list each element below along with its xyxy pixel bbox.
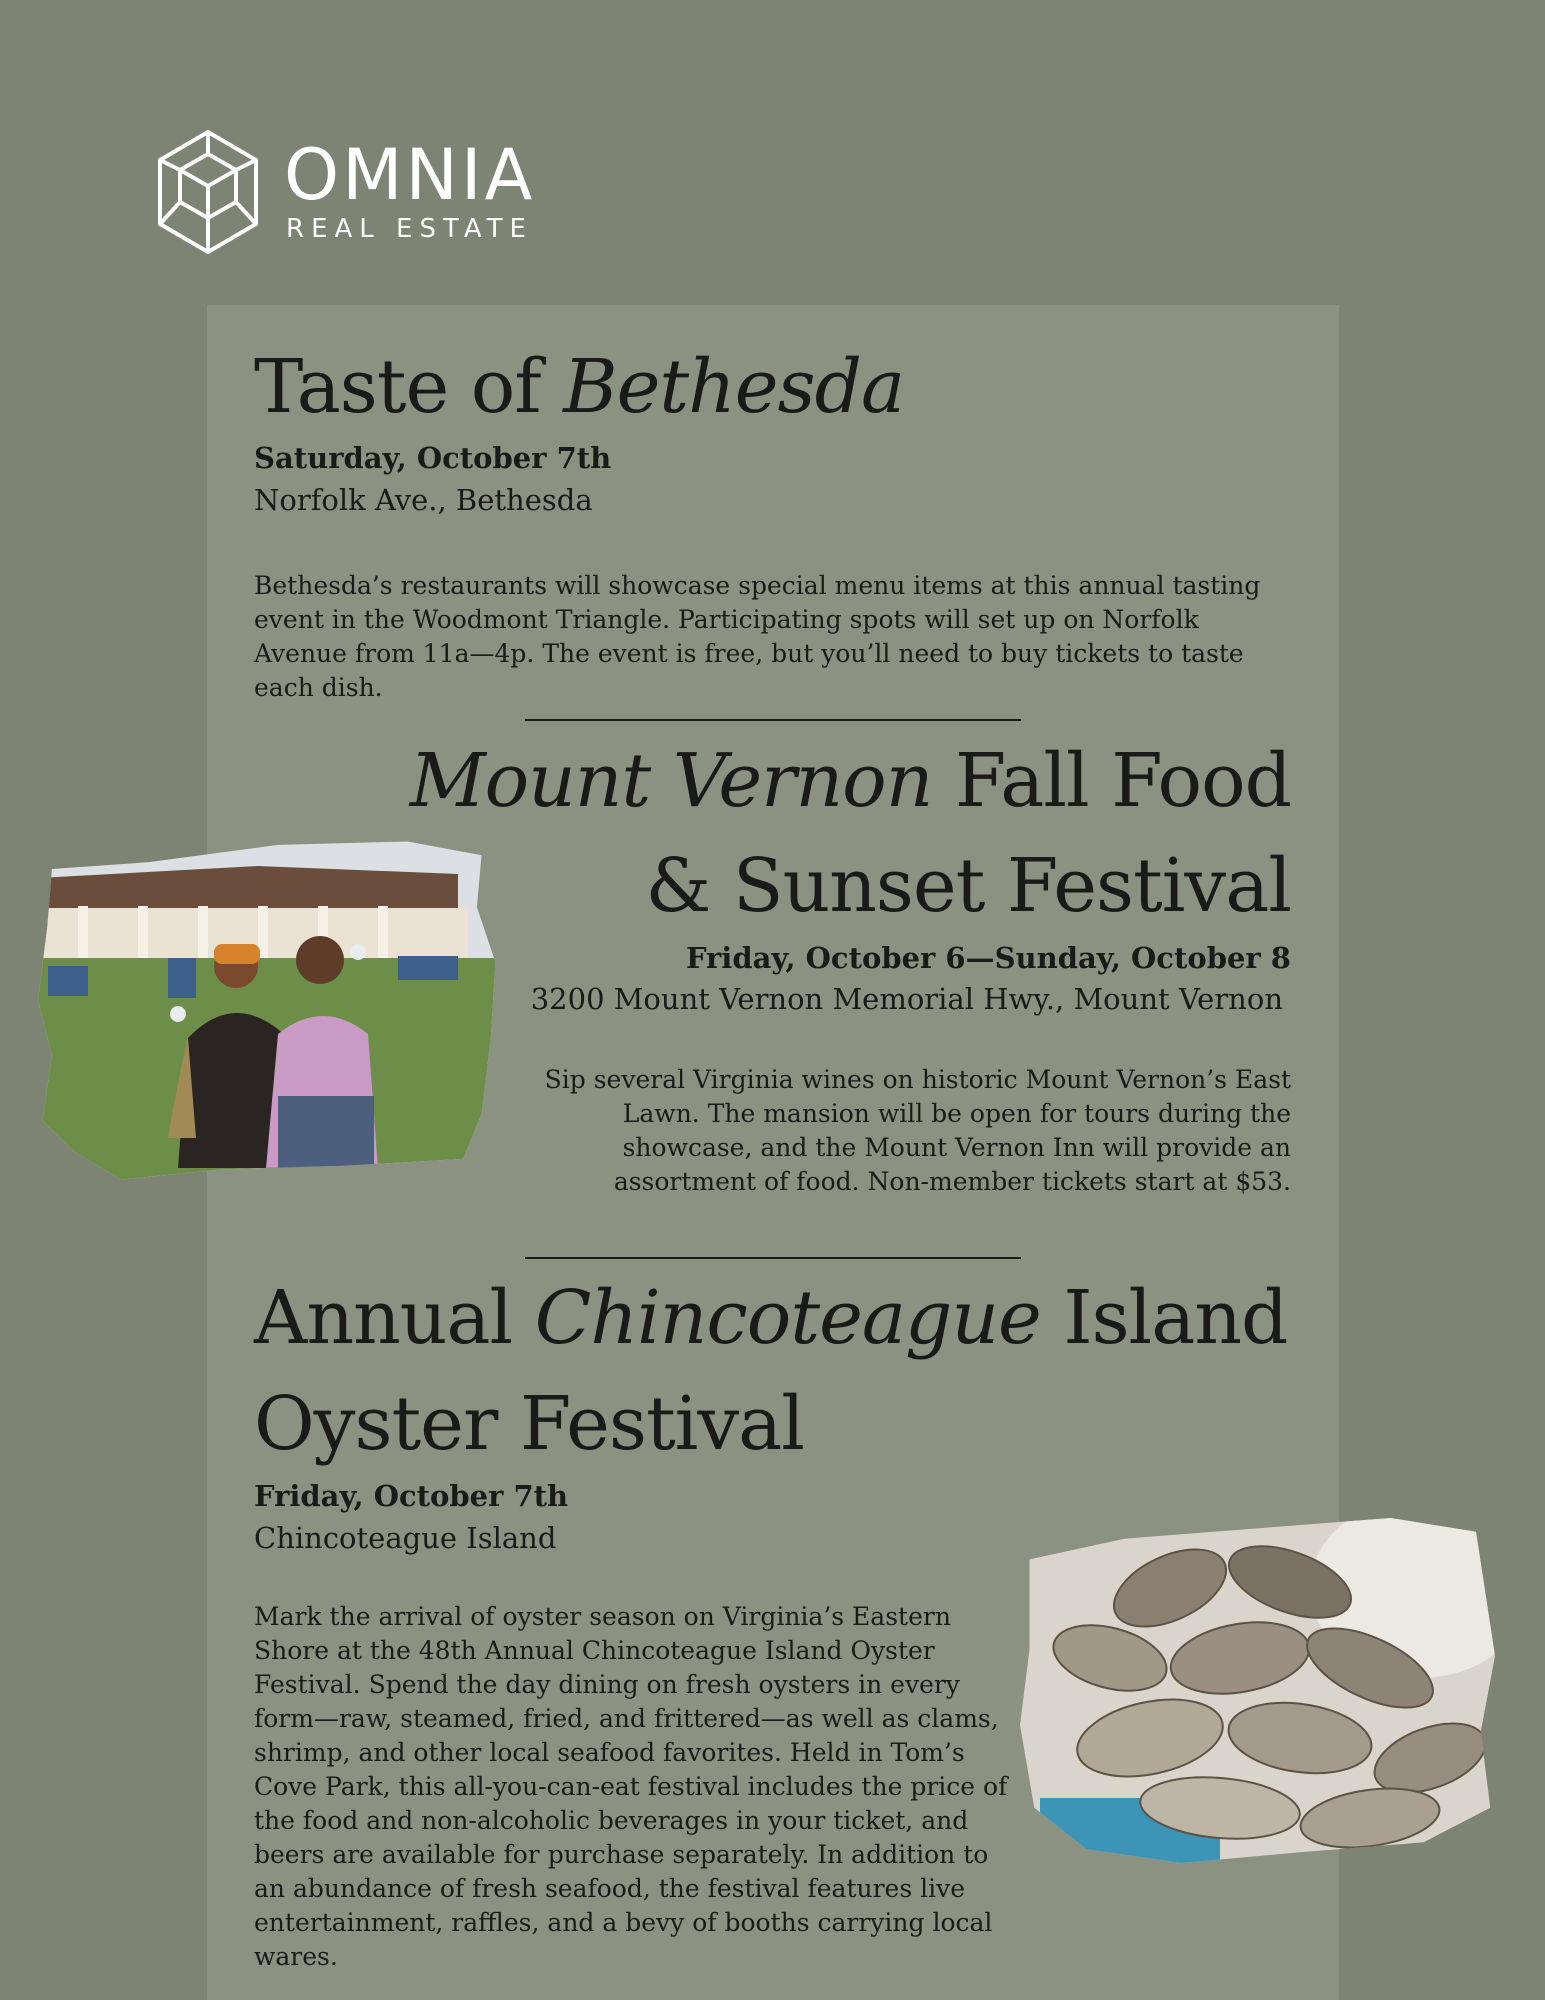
event-description-mount-vernon: Sip several Virginia wines on historic Mount Vernon’s East Lawn. The mansion will be open for tours during the showcase, and the Mount Vernon Inn will provide an assortment of food. Non-member tickets start at $53. — [544, 1065, 1291, 1196]
event-location-chincoteague: Chincoteague Island — [254, 1521, 557, 1555]
event-location-bethesda: Norfolk Ave., Bethesda — [254, 483, 593, 517]
event-description-bethesda: Bethesda’s restaurants will showcase special menu items at this annual tasting event in the Woodmont Triangle. Participating spots will set up on Norfolk Avenue from 11a—4p. The event is free, but you’ll need to buy tickets to taste each dish. — [254, 571, 1261, 702]
event-title-chincoteague-line2: Oyster Festival — [254, 1381, 804, 1467]
oysters-photo — [1020, 1518, 1495, 1863]
event-description-chincoteague: Mark the arrival of oyster season on Virginia’s Eastern Shore at the 48th Annual Chincoteague Island Oyster Festival. Spend the day dining on fresh oysters in every form—raw, steamed, fried, and frittered—as well as clams, shrimp, and other local seafood favorites. Held in Tom’s Cove Park, this all-you-can-eat festival includes the price of the food and non-alcoholic beverages in your ticket, and beers are available for purchase separately. In addition to an abundance of fresh seafood, the festival features live entertainment, raffles, and a bevy of booths carrying local wares. — [254, 1602, 1008, 1971]
event-date-chincoteague: Friday, October 7th — [254, 1479, 569, 1513]
event-location-mount-vernon: 3200 Mount Vernon Memorial Hwy., Mount Vernon — [530, 982, 1283, 1016]
mount-vernon-festival-photo — [38, 838, 500, 1183]
event-date-bethesda: Saturday, October 7th — [254, 441, 612, 475]
event-title-chincoteague-line1: Annual Chincoteague Island — [254, 1275, 1288, 1361]
omnia-logo — [152, 128, 572, 258]
event-title-mount-vernon-line1: Mount Vernon Fall Food — [409, 738, 1291, 824]
logo-subtitle: REAL ESTATE — [286, 214, 533, 244]
event-title-mount-vernon-line2: & Sunset Festival — [645, 843, 1291, 929]
hexagon-knot-logo-icon — [152, 128, 264, 256]
event-date-mount-vernon: Friday, October 6—Sunday, October 8 — [685, 941, 1291, 975]
section-divider — [525, 1257, 1021, 1259]
section-divider — [525, 719, 1021, 721]
logo-brand: OMNIA — [284, 134, 536, 216]
event-title-bethesda: Taste of Bethesda — [254, 344, 905, 430]
